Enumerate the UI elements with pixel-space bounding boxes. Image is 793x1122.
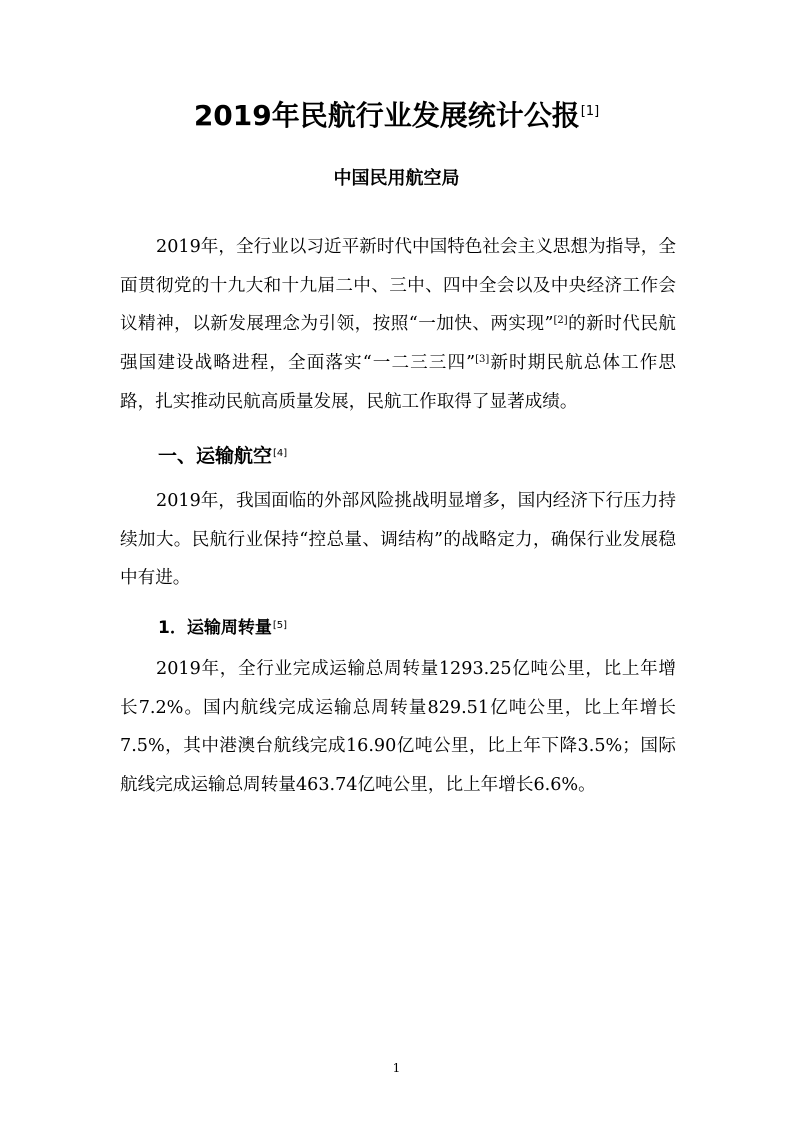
document-title	[0, 92, 793, 140]
subsection-heading-text: 1．运输周转量	[158, 618, 272, 638]
page-number: 1	[392, 1061, 401, 1075]
footnote-ref-5[interactable]: [5]	[272, 620, 288, 631]
footnote-ref-3[interactable]: [3]	[475, 354, 490, 366]
section-heading-text: 一、运输航空	[158, 445, 273, 467]
document-title-text: 2019年民航行业发展统计公报	[193, 99, 580, 132]
section-paragraph-transport: 2019年，我国面临的外部风险挑战明显增多，国内经济下行压力持续加大。民航行业保持“控总量、调结构”的战略定力，确保行业发展稳中有进。	[120, 491, 676, 589]
section-heading-transport	[158, 441, 287, 471]
footnote-ref-2[interactable]: [2]	[553, 315, 568, 327]
intro-text-part-2: 的新时代民航强国建设战略进程，全面落实“一二三三四”	[120, 314, 676, 374]
intro-text-part-1: 2019年，全行业以习近平新时代中国特色社会主义思想为指导，全面贯彻党的十九大和十九届二中、三中、四中全会以及中央经济工作会议精神，以新发展理念为引领，按照“一加快、两实现”	[120, 237, 676, 335]
subsection-heading-turnover	[158, 613, 287, 643]
intro-text-part-3: 新时期民航总体工作思路，扎实推动民航高质量发展，民航工作取得了显著成绩。	[120, 353, 676, 412]
subsection-paragraph-turnover: 2019年，全行业完成运输总周转量1293.25亿吨公里，比上年增长7.2%。国内航线完成运输总周转量829.51亿吨公里，比上年增长7.5%，其中港澳台航线完成16.90亿吨公里，比上年下降3.5%；国际航线完成运输总周转量463.74亿吨公里，比上年增长6.6%。	[120, 659, 676, 796]
title-footnote-ref[interactable]: [1]	[580, 104, 600, 119]
intro-paragraph	[120, 228, 676, 422]
document-subtitle: 中国民用航空局	[333, 168, 460, 189]
footnote-ref-4[interactable]: [4]	[273, 448, 288, 459]
